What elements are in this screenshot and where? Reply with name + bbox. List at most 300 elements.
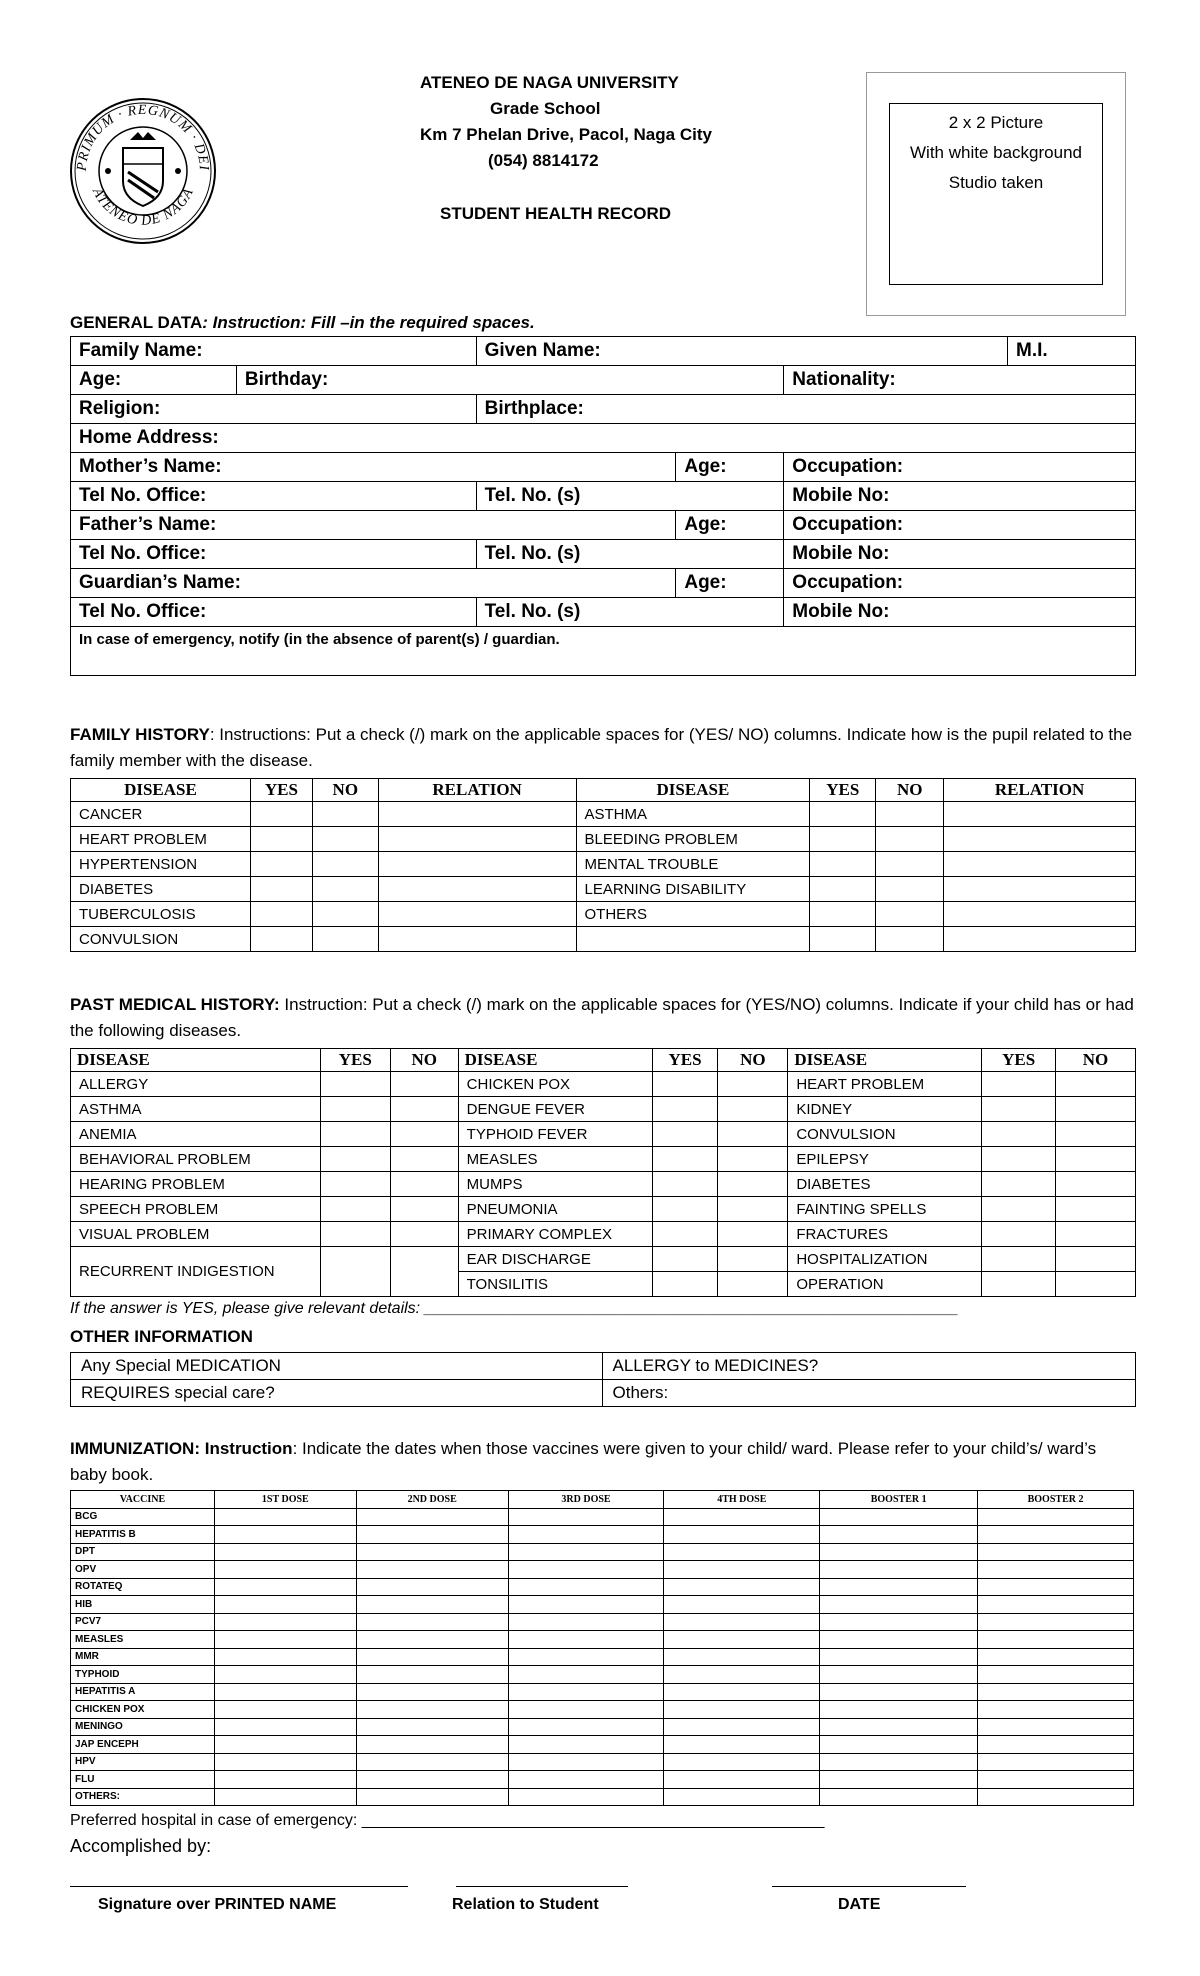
guardian-occupation-field[interactable]: Occupation: [784,569,1136,598]
vaccine-name: CHICKEN POX [71,1701,215,1719]
pmh-disease: ALLERGY [71,1072,321,1097]
pmh-disease: VISUAL PROBLEM [71,1222,321,1247]
dose-date-cell[interactable] [508,1666,664,1684]
pmh-no-cell[interactable] [1056,1122,1136,1147]
dose-date-cell[interactable] [820,1631,978,1649]
dose-date-cell[interactable] [508,1543,664,1561]
dose-date-cell[interactable] [508,1718,664,1736]
vaccine-name: BCG [71,1508,215,1526]
pmh-yes-cell[interactable] [320,1222,390,1247]
fh-relation-cell[interactable] [378,927,576,952]
dose-date-cell[interactable] [820,1771,978,1789]
dose-date-cell[interactable] [214,1613,356,1631]
pmh-row [71,1222,1136,1247]
pmh-disease: EAR DISCHARGE [458,1247,652,1272]
fh-relation-cell[interactable] [378,802,576,827]
fh-header-no: NO [876,779,944,802]
pmh-no-cell[interactable] [390,1097,458,1122]
fh-yes-cell[interactable] [810,877,876,902]
dose-date-cell[interactable] [356,1753,508,1771]
dose-date-cell[interactable] [820,1543,978,1561]
dose-date-cell[interactable] [508,1526,664,1544]
dose-date-cell[interactable] [664,1788,820,1806]
dose-date-cell[interactable] [820,1683,978,1701]
fh-row [71,827,1136,852]
pmh-yes-cell[interactable] [982,1197,1056,1222]
dose-date-cell[interactable] [664,1578,820,1596]
fh-no-cell[interactable] [312,877,378,902]
pmh-no-cell[interactable] [718,1147,788,1172]
mother-tel-field[interactable]: Tel. No. (s) [476,482,784,511]
dose-date-cell[interactable] [508,1683,664,1701]
pmh-no-cell[interactable] [718,1172,788,1197]
father-mobile-field[interactable]: Mobile No: [784,540,1136,569]
fh-yes-cell[interactable] [810,927,876,952]
pmh-yes-cell[interactable] [982,1072,1056,1097]
dose-date-cell[interactable] [214,1701,356,1719]
dose-date-cell[interactable] [214,1718,356,1736]
pmh-no-cell[interactable] [1056,1147,1136,1172]
fh-yes-cell[interactable] [810,852,876,877]
pmh-yes-cell[interactable] [982,1097,1056,1122]
pmh-disease: HOSPITALIZATION [788,1247,982,1272]
pmh-no-cell[interactable] [718,1097,788,1122]
dose-date-cell[interactable] [978,1508,1134,1526]
pmh-yes-cell[interactable] [982,1222,1056,1247]
dose-date-cell[interactable] [978,1736,1134,1754]
fh-yes-cell[interactable] [810,827,876,852]
pmh-disease: BEHAVIORAL PROBLEM [71,1147,321,1172]
dose-date-cell[interactable] [664,1543,820,1561]
pmh-no-cell[interactable] [718,1272,788,1297]
pmh-yes-cell[interactable] [652,1222,718,1247]
imm-row [71,1683,1134,1701]
father-occupation-field[interactable]: Occupation: [784,511,1136,540]
dose-date-cell[interactable] [664,1561,820,1579]
relevant-details-line[interactable]: If the answer is YES, please give relevant details: ____________________________________________________________ [70,1300,959,1317]
pmh-no-cell[interactable] [1056,1222,1136,1247]
pmh-header-yes: YES [982,1049,1056,1072]
dose-date-cell[interactable] [214,1508,356,1526]
dose-date-cell[interactable] [508,1613,664,1631]
relation-label: Relation to Student [452,1896,599,1913]
signature-label: Signature over PRINTED NAME [98,1896,337,1913]
father-tel-office-field[interactable]: Tel No. Office: [71,540,477,569]
immunization-table [70,1490,1134,1806]
fh-relation-cell[interactable] [378,902,576,927]
fh-no-cell[interactable] [876,852,944,877]
mi-field[interactable]: M.I. [1008,337,1136,366]
dose-date-cell[interactable] [820,1753,978,1771]
guardian-tel-office-field[interactable]: Tel No. Office: [71,598,477,627]
family-name-field[interactable]: Family Name: [71,337,477,366]
fh-yes-cell[interactable] [250,852,312,877]
dose-date-cell[interactable] [214,1753,356,1771]
past-medical-table [70,1048,1136,1297]
mother-name-field[interactable]: Mother’s Name: [71,453,676,482]
dose-date-cell[interactable] [356,1771,508,1789]
pmh-yes-cell[interactable] [982,1247,1056,1272]
dose-date-cell[interactable] [214,1788,356,1806]
dose-date-cell[interactable] [508,1753,664,1771]
fh-yes-cell[interactable] [250,802,312,827]
dose-date-cell[interactable] [214,1543,356,1561]
dose-date-cell[interactable] [978,1753,1134,1771]
pmh-yes-cell[interactable] [320,1247,390,1297]
dose-date-cell[interactable] [356,1631,508,1649]
pmh-yes-cell[interactable] [320,1197,390,1222]
pmh-yes-cell[interactable] [982,1272,1056,1297]
fh-no-cell[interactable] [312,927,378,952]
dose-date-cell[interactable] [356,1543,508,1561]
header-block [420,70,820,227]
dose-date-cell[interactable] [664,1526,820,1544]
dose-date-cell[interactable] [820,1736,978,1754]
home-address-field[interactable]: Home Address: [71,424,1136,453]
pmh-disease: HEART PROBLEM [788,1072,982,1097]
dose-date-cell[interactable] [664,1613,820,1631]
pmh-yes-cell[interactable] [652,1247,718,1272]
religion-field[interactable]: Religion: [71,395,477,424]
fh-disease-left: CANCER [71,802,251,827]
imm-row [71,1666,1134,1684]
pmh-no-cell[interactable] [718,1247,788,1272]
fh-relation-cell[interactable] [944,852,1136,877]
fh-no-cell[interactable] [876,827,944,852]
father-tel-field[interactable]: Tel. No. (s) [476,540,784,569]
dose-date-cell[interactable] [820,1718,978,1736]
fh-no-cell[interactable] [312,852,378,877]
family-history-table [70,778,1136,952]
dose-date-cell[interactable] [214,1526,356,1544]
fh-relation-cell[interactable] [378,877,576,902]
fh-yes-cell[interactable] [250,827,312,852]
other-info-title: OTHER INFORMATION [70,1327,253,1346]
pmh-no-cell[interactable] [390,1072,458,1097]
mother-mobile-field[interactable]: Mobile No: [784,482,1136,511]
dose-date-cell[interactable] [356,1788,508,1806]
pmh-yes-cell[interactable] [652,1122,718,1147]
mother-tel-office-field[interactable]: Tel No. Office: [71,482,477,511]
dose-date-cell[interactable] [508,1631,664,1649]
pmh-disease: SPEECH PROBLEM [71,1197,321,1222]
dose-date-cell[interactable] [978,1701,1134,1719]
dose-date-cell[interactable] [356,1736,508,1754]
pmh-disease: ASTHMA [71,1097,321,1122]
fh-relation-cell[interactable] [944,902,1136,927]
pmh-disease: CONVULSION [788,1122,982,1147]
dose-date-cell[interactable] [820,1561,978,1579]
dose-date-cell[interactable] [664,1718,820,1736]
others-field[interactable]: Others: [602,1380,1136,1407]
imm-row [71,1701,1134,1719]
pmh-no-cell[interactable] [1056,1272,1136,1297]
pmh-disease: MUMPS [458,1172,652,1197]
fh-no-cell[interactable] [312,802,378,827]
pmh-yes-cell[interactable] [320,1072,390,1097]
guardian-age-field[interactable]: Age: [676,569,784,598]
pmh-no-cell[interactable] [390,1122,458,1147]
dose-date-cell[interactable] [820,1596,978,1614]
pmh-no-cell[interactable] [1056,1172,1136,1197]
dose-date-cell[interactable] [356,1648,508,1666]
pmh-yes-cell[interactable] [652,1147,718,1172]
dose-date-cell[interactable] [664,1631,820,1649]
dose-date-cell[interactable] [664,1648,820,1666]
fh-relation-cell[interactable] [378,852,576,877]
fh-no-cell[interactable] [312,827,378,852]
dose-date-cell[interactable] [820,1648,978,1666]
dose-date-cell[interactable] [664,1666,820,1684]
fh-relation-cell[interactable] [944,802,1136,827]
pmh-header-disease: DISEASE [788,1049,982,1072]
dose-date-cell[interactable] [820,1613,978,1631]
pmh-no-cell[interactable] [390,1197,458,1222]
dose-date-cell[interactable] [820,1526,978,1544]
dose-date-cell[interactable] [214,1771,356,1789]
pmh-no-cell[interactable] [1056,1097,1136,1122]
preferred-hospital-line[interactable]: Preferred hospital in case of emergency: ____________________________________________________ [70,1812,825,1829]
vaccine-name: HPV [71,1753,215,1771]
dose-date-cell[interactable] [978,1526,1134,1544]
dose-date-cell[interactable] [356,1718,508,1736]
imm-row [71,1753,1134,1771]
pmh-disease: HEARING PROBLEM [71,1172,321,1197]
dose-date-cell[interactable] [978,1683,1134,1701]
fh-yes-cell[interactable] [250,927,312,952]
dose-date-cell[interactable] [356,1683,508,1701]
dose-date-cell[interactable] [356,1596,508,1614]
fh-no-cell[interactable] [876,877,944,902]
photo-line-1: 2 x 2 Picture [948,113,1044,132]
mother-age-field[interactable]: Age: [676,453,784,482]
school-address: Km 7 Phelan Drive, Pacol, Naga City [420,125,712,144]
pmh-disease: TYPHOID FEVER [458,1122,652,1147]
pmh-yes-cell[interactable] [320,1147,390,1172]
photo-placeholder[interactable] [889,103,1103,285]
pmh-row [71,1172,1136,1197]
fh-no-cell[interactable] [876,902,944,927]
university-seal [68,96,218,246]
date-label: DATE [838,1896,881,1913]
pmh-header-yes: YES [652,1049,718,1072]
dose-date-cell[interactable] [214,1666,356,1684]
guardian-tel-field[interactable]: Tel. No. (s) [476,598,784,627]
given-name-field[interactable]: Given Name: [476,337,1007,366]
dose-date-cell[interactable] [508,1701,664,1719]
allergy-medicines-field[interactable]: ALLERGY to MEDICINES? [602,1353,1136,1380]
dose-date-cell[interactable] [356,1578,508,1596]
fh-no-cell[interactable] [876,927,944,952]
dose-date-cell[interactable] [214,1561,356,1579]
pmh-no-cell[interactable] [390,1172,458,1197]
dose-date-cell[interactable] [820,1788,978,1806]
dose-date-cell[interactable] [508,1578,664,1596]
pmh-no-cell[interactable] [718,1072,788,1097]
dose-date-cell[interactable] [978,1631,1134,1649]
dose-date-cell[interactable] [978,1561,1134,1579]
pmh-no-cell[interactable] [390,1147,458,1172]
dose-date-cell[interactable] [978,1613,1134,1631]
dose-date-cell[interactable] [356,1526,508,1544]
pmh-disease: OPERATION [788,1272,982,1297]
fh-yes-cell[interactable] [810,902,876,927]
school-name: Grade School [490,99,601,118]
pmh-yes-cell[interactable] [320,1097,390,1122]
fh-row [71,877,1136,902]
dose-date-cell[interactable] [820,1578,978,1596]
dose-date-cell[interactable] [978,1718,1134,1736]
pmh-no-cell[interactable] [1056,1247,1136,1272]
imm-row [71,1596,1134,1614]
imm-row [71,1736,1134,1754]
fh-relation-cell[interactable] [378,827,576,852]
pmh-yes-cell[interactable] [320,1172,390,1197]
dose-date-cell[interactable] [978,1788,1134,1806]
pmh-disease: TONSILITIS [458,1272,652,1297]
dose-date-cell[interactable] [214,1578,356,1596]
dose-date-cell[interactable] [214,1648,356,1666]
pmh-yes-cell[interactable] [652,1072,718,1097]
father-age-field[interactable]: Age: [676,511,784,540]
photo-line-3: Studio taken [948,173,1044,192]
fh-relation-cell[interactable] [944,827,1136,852]
imm-header: BOOSTER 1 [820,1491,978,1509]
dose-date-cell[interactable] [508,1508,664,1526]
fh-yes-cell[interactable] [250,877,312,902]
fh-disease-right: ASTHMA [576,802,810,827]
pmh-disease: KIDNEY [788,1097,982,1122]
dose-date-cell[interactable] [214,1596,356,1614]
pmh-disease: FAINTING SPELLS [788,1197,982,1222]
relation-line[interactable] [456,1886,628,1887]
father-name-field[interactable]: Father’s Name: [71,511,676,540]
fh-disease-left: CONVULSION [71,927,251,952]
dose-date-cell[interactable] [978,1543,1134,1561]
dose-date-cell[interactable] [820,1508,978,1526]
fh-disease-left: TUBERCULOSIS [71,902,251,927]
dose-date-cell[interactable] [820,1701,978,1719]
pmh-yes-cell[interactable] [652,1097,718,1122]
guardian-name-field[interactable]: Guardian’s Name: [71,569,676,598]
fh-row [71,927,1136,952]
pmh-no-cell[interactable] [1056,1072,1136,1097]
dose-date-cell[interactable] [508,1771,664,1789]
dose-date-cell[interactable] [508,1596,664,1614]
special-medication-field[interactable]: Any Special MEDICATION [71,1353,603,1380]
emergency-contact-field[interactable]: In case of emergency, notify (in the absence of parent(s) / guardian. [71,627,1136,676]
vaccine-name: OTHERS: [71,1788,215,1806]
dose-date-cell[interactable] [664,1736,820,1754]
signature-line[interactable] [70,1886,408,1887]
guardian-mobile-field[interactable]: Mobile No: [784,598,1136,627]
birthday-field[interactable]: Birthday: [236,366,783,395]
pmh-yes-cell[interactable] [982,1122,1056,1147]
pmh-row [71,1197,1136,1222]
fh-no-cell[interactable] [876,802,944,827]
fh-no-cell[interactable] [312,902,378,927]
dose-date-cell[interactable] [978,1666,1134,1684]
pmh-header-no: NO [390,1049,458,1072]
dose-date-cell[interactable] [978,1596,1134,1614]
pmh-disease: DIABETES [788,1172,982,1197]
pmh-header-yes: YES [320,1049,390,1072]
dose-date-cell[interactable] [214,1736,356,1754]
dose-date-cell[interactable] [356,1666,508,1684]
dose-date-cell[interactable] [820,1666,978,1684]
fh-disease-right [576,927,810,952]
fh-row [71,802,1136,827]
date-line[interactable] [772,1886,966,1887]
mother-occupation-field[interactable]: Occupation: [784,453,1136,482]
pmh-yes-cell[interactable] [652,1172,718,1197]
dose-date-cell[interactable] [664,1596,820,1614]
fh-yes-cell[interactable] [810,802,876,827]
dose-date-cell[interactable] [664,1753,820,1771]
dose-date-cell[interactable] [356,1701,508,1719]
dose-date-cell[interactable] [978,1648,1134,1666]
dose-date-cell[interactable] [214,1631,356,1649]
pmh-yes-cell[interactable] [320,1122,390,1147]
fh-relation-cell[interactable] [944,927,1136,952]
vaccine-name: ROTATEQ [71,1578,215,1596]
photo-box [866,72,1126,316]
imm-row [71,1718,1134,1736]
fh-row [71,902,1136,927]
dose-date-cell[interactable] [508,1736,664,1754]
family-history-title: FAMILY HISTORY: Instructions: Put a check (/) mark on the applicable spaces for (YES/ NO) columns. Indicate how is the pupil related to the family member with the disease. [70,725,1133,770]
pmh-yes-cell[interactable] [982,1172,1056,1197]
university-name: ATENEO DE NAGA UNIVERSITY [420,73,679,92]
dose-date-cell[interactable] [508,1561,664,1579]
fh-row [71,852,1136,877]
dose-date-cell[interactable] [978,1578,1134,1596]
pmh-no-cell[interactable] [390,1247,458,1297]
pmh-no-cell[interactable] [718,1197,788,1222]
special-care-field[interactable]: REQUIRES special care? [71,1380,603,1407]
fh-yes-cell[interactable] [250,902,312,927]
age-field[interactable]: Age: [71,366,237,395]
fh-disease-right: OTHERS [576,902,810,927]
dose-date-cell[interactable] [356,1613,508,1631]
fh-relation-cell[interactable] [944,877,1136,902]
pmh-disease: ANEMIA [71,1122,321,1147]
dose-date-cell[interactable] [664,1508,820,1526]
pmh-yes-cell[interactable] [652,1272,718,1297]
imm-row [71,1561,1134,1579]
pmh-yes-cell[interactable] [982,1147,1056,1172]
dose-date-cell[interactable] [508,1648,664,1666]
dose-date-cell[interactable] [664,1701,820,1719]
pmh-yes-cell[interactable] [652,1197,718,1222]
pmh-no-cell[interactable] [1056,1197,1136,1222]
dose-date-cell[interactable] [214,1683,356,1701]
nationality-field[interactable]: Nationality: [784,366,1136,395]
dose-date-cell[interactable] [664,1683,820,1701]
dose-date-cell[interactable] [356,1561,508,1579]
pmh-no-cell[interactable] [718,1122,788,1147]
dose-date-cell[interactable] [356,1508,508,1526]
dose-date-cell[interactable] [508,1788,664,1806]
birthplace-field[interactable]: Birthplace: [476,395,1135,424]
pmh-disease: EPILEPSY [788,1147,982,1172]
pmh-no-cell[interactable] [390,1222,458,1247]
accomplished-by-label: Accomplished by: [70,1836,212,1856]
general-data-title: GENERAL DATA: Instruction: Fill –in the required spaces. [70,313,535,332]
pmh-no-cell[interactable] [718,1222,788,1247]
dose-date-cell[interactable] [978,1771,1134,1789]
dose-date-cell[interactable] [664,1771,820,1789]
